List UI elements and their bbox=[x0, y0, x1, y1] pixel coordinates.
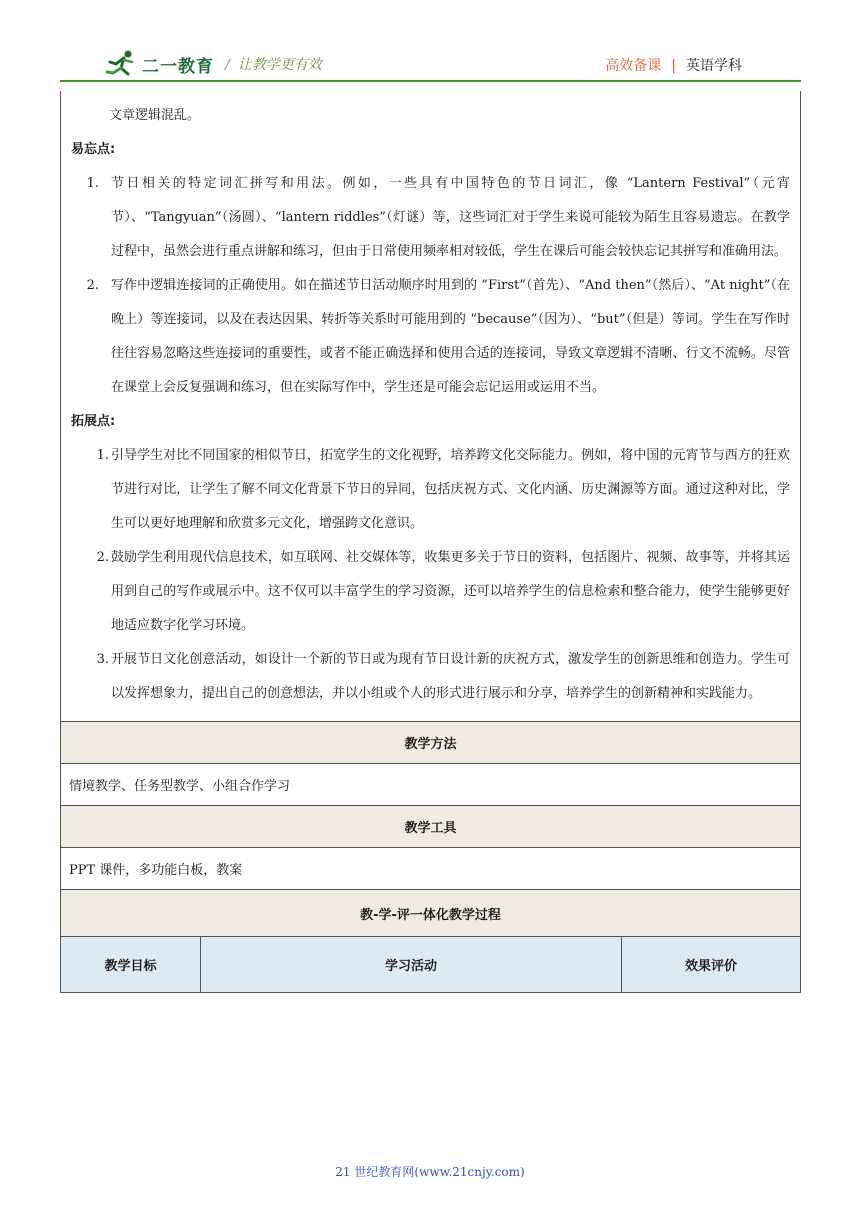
item-number: 3. bbox=[96, 652, 109, 667]
slogan-text: 让教学更有效 bbox=[237, 57, 322, 73]
forget-heading: 易忘点: bbox=[71, 142, 116, 157]
method-text: 情境教学、任务型教学、小组合作学习 bbox=[61, 764, 800, 806]
method-heading: 教学方法 bbox=[61, 722, 800, 764]
item-text: 引导学生对比不同国家的相似节日，拓宽学生的文化视野，培养跨文化交际能力。例如，将中国的元宵节与西方的狂欢节进行对比，让学生了解不同文化背景下节日的异同，包括庆祝方式、文化内涵、历史渊源等方面。通过这种对比，学生可以更好地理解和欣赏多元文化，增强跨文化意识。 bbox=[111, 448, 790, 531]
item-text: 开展节日文化创意活动，如设计一个新的节日或为现有节日设计新的庆祝方式，激发学生的创新思维和创造力。学生可以发挥想象力，提出自己的创意想法，并以小组或个人的形式进行展示和分享，培养学生的创新精神和实践能力。 bbox=[111, 652, 790, 701]
item-text: 节日相关的特定词汇拼写和用法。例如，一些具有中国特色的节日词汇，像 “Lantern Festival”（元宵节）、“Tangyuan”（汤圆）、“lantern riddles”（灯谜）等，这些词汇对于学生来说可能较为陌生且容易遗忘。在教学过程中，虽然会进行重点讲解和练习，但由于日常使用频率相对较低，学生在课后可能会较快忘记其拼写和准确用法。 bbox=[111, 176, 790, 259]
lesson-table bbox=[60, 91, 801, 993]
extend-heading: 拓展点: bbox=[71, 414, 116, 429]
page-footer: 21 世纪教育网(www.21cnjy.com) bbox=[335, 1165, 525, 1179]
item-number: 1. bbox=[96, 448, 109, 463]
list-item bbox=[71, 439, 790, 541]
slogan: / 让教学更有效 bbox=[225, 57, 322, 73]
tools-heading: 教学工具 bbox=[61, 806, 800, 848]
item-number: 2. bbox=[96, 550, 109, 565]
carry-text: 文章逻辑混乱。 bbox=[109, 108, 201, 123]
process-heading: 教-学-评一体化教学过程 bbox=[61, 890, 800, 937]
runner-logo-icon bbox=[104, 48, 138, 78]
list-item bbox=[71, 269, 790, 405]
header-label-b: 英语学科 bbox=[686, 58, 742, 74]
logo-text: 二一教育 bbox=[142, 57, 214, 77]
page-header bbox=[0, 0, 860, 90]
item-text: 写作中逻辑连接词的正确使用。如在描述节日活动顺序时用到的 “First”（首先）、“And then”（然后）、“At night”（在晚上）等连接词，以及在表达因果、转折等关系时可能用到的 “because”（因为）、“but”（但是）等词。学生在写作时往往容易忽略这些连接词的重要性，或者不能正确选择和使用合适的连接词，导致文章逻辑不清晰、行文不流畅。尽管在课堂上会反复强调和练习，但在实际写作中，学生还是可能会忘记运用或运用不当。 bbox=[111, 278, 790, 395]
column-header-goal: 教学目标 bbox=[61, 937, 201, 992]
header-subject: 高效备课 | 英语学科 bbox=[605, 58, 742, 74]
list-item bbox=[71, 541, 790, 643]
header-label-a: 高效备课 bbox=[605, 58, 662, 74]
item-number: 2. bbox=[86, 278, 99, 293]
item-text: 鼓励学生利用现代信息技术，如互联网、社交媒体等，收集更多关于节日的资料，包括图片、视频、故事等，并将其运用到自己的写作或展示中。这不仅可以丰富学生的学习资源，还可以培养学生的信息检索和整合能力，使学生能够更好地适应数字化学习环境。 bbox=[111, 550, 790, 633]
header-divider bbox=[60, 80, 801, 82]
analysis-cell bbox=[61, 91, 800, 722]
column-header-activity: 学习活动 bbox=[201, 937, 622, 992]
list-item bbox=[71, 167, 790, 269]
column-header-evaluation: 效果评价 bbox=[684, 959, 737, 974]
list-item bbox=[71, 643, 790, 711]
process-columns bbox=[61, 937, 800, 992]
tools-text: PPT 课件，多功能白板，教案 bbox=[61, 848, 800, 890]
item-number: 1. bbox=[86, 176, 99, 191]
